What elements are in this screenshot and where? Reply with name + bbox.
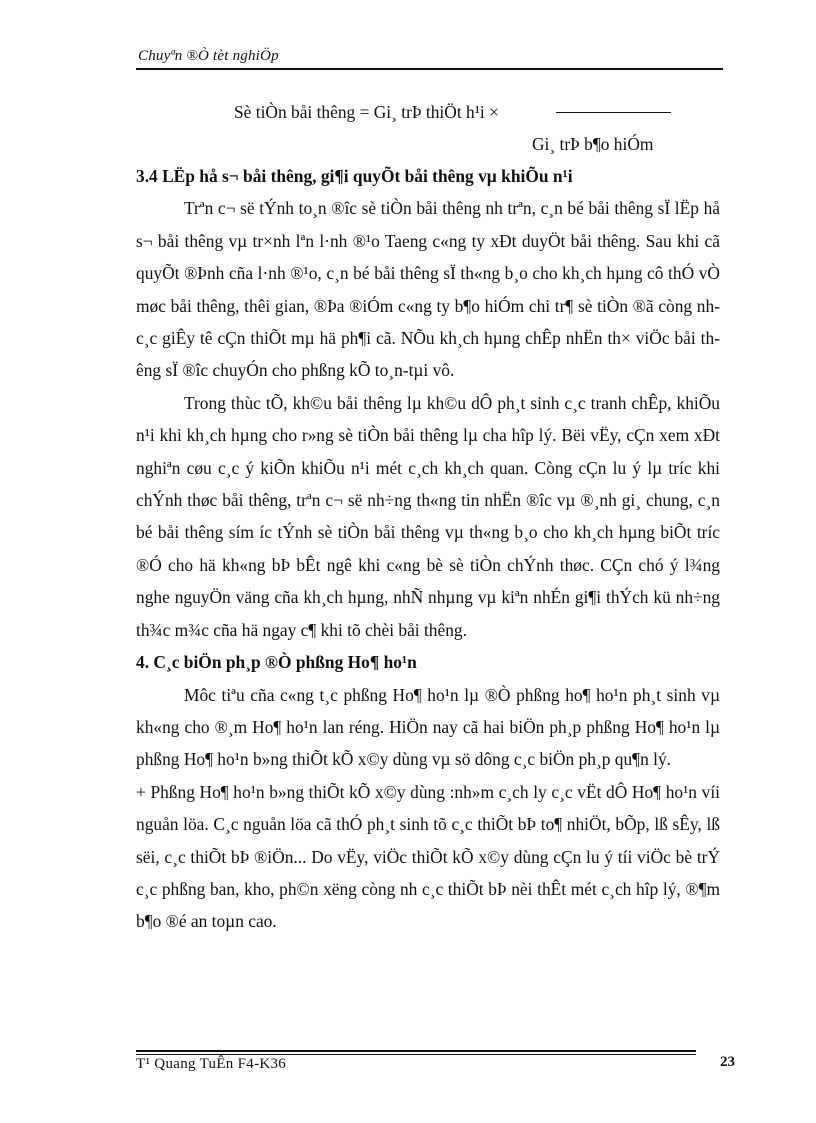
paragraph: Môc tiªu cña c«ng t¸c phßng Ho¶ ho¹n lµ ®Ò phßng ho¶ ho¹n ph¸t sinh vµ kh«ng cho ®¸m Ho¶ ho¹n lan réng. HiÖn nay cã hai biÖn ph¸p phßng Ho¶ ho¹n lµ phßng Ho¶ ho¹n b»ng thiÕt kÕ x©y dùng vµ sö dông c¸c biÖn ph¸p qu¶n lý. [136, 684, 720, 770]
section-heading-3-4: 3.4 LËp hå s¬ båi thêng, gi¶i quyÕt båi thêng vµ khiÕu n¹i [136, 166, 573, 186]
header-title: Chuyªn ®Ò tèt nghiÖp [138, 48, 279, 64]
section-heading-4: 4. C¸c biÖn ph¸p ®Ò phßng Ho¶ ho¹n [136, 652, 417, 673]
header-rule [136, 68, 723, 70]
footer-author: T¹ Quang TuÊn F4-K36 [136, 1056, 287, 1072]
formula-denominator: Gi¸ trÞ b¶o hiÓm [532, 134, 654, 154]
page-header [136, 48, 723, 65]
paragraph: Trong thùc tÕ, kh©u båi thêng lµ kh©u dÔ ph¸t sinh c¸c tranh chÊp, khiÕu n¹i khi kh¸ch hµng cho r»ng sè tiÒn båi thêng lµ cha hîp lý. Bëi vËy, cÇn xem xÐt nghiªn cøu c¸c ý kiÕn khiÕu n¹i mét c¸ch kh¸ch quan. Còng cÇn lu ý lµ tríc khi chÝnh thøc båi thêng, trªn c¬ së nh÷ng th«ng tin nhËn ®îc vµ ®¸nh gi¸ chung, c¸n bé båi thêng sím íc tÝnh sè tiÒn båi thêng vµ th«ng b¸o cho kh¸ch hµng biÕt tríc ®Ó cho hä kh«ng bÞ bÊt ngê khi c«ng bè sè tiÒn chÝnh thøc. CÇn chó ý l¾ng nghe nguyÖn väng cña kh¸ch hµng, nhÑ nhµng vµ kiªn nhÉn gi¶i thÝch kü nh÷ng th¾c m¾c cña hä ngay c¶ khi tõ chèi båi thêng. [136, 392, 720, 640]
formula-fraction-bar [556, 112, 671, 113]
page-number: 23 [720, 1054, 735, 1070]
footer-rule [136, 1050, 696, 1052]
paragraph: + Phßng Ho¶ ho¹n b»ng thiÕt kÕ x©y dùng :nh»m c¸ch ly c¸c vËt dÔ Ho¶ ho¹n víi nguån löa. C¸c nguån löa cã thÓ ph¸t sinh tõ c¸c thiÕt bÞ to¶ nhiÖt, bÕp, lß sÊy, lß sëi, c¸c thiÕt bÞ ®iÖn... Do vËy, viÖc thiÕt kÕ x©y dùng cÇn lu ý tíi viÖc bè trÝ c¸c phßng ban, kho, ph©n xëng còng nh c¸c thiÕt bÞ nèi thÊt mét c¸ch hîp lý, ®¶m b¶o ®é an toµn cao. [136, 781, 720, 932]
document-body [136, 96, 720, 938]
footer-rule-thin [136, 1054, 696, 1055]
formula-numerator-line: Sè tiÒn båi thêng = Gi¸ trÞ thiÖt h¹i × [234, 102, 499, 122]
compensation-formula [136, 96, 720, 154]
paragraph: Trªn c¬ së tÝnh to¸n ®îc sè tiÒn båi thêng nh trªn, c¸n bé båi thêng sÏ lËp hå s¬ båi thêng vµ tr×nh lªn l·nh ®¹o Taeng c«ng ty xÐt duyÖt båi thêng. Sau khi cã quyÕt ®Þnh cña l·nh ®¹o, c¸n bé båi thêng sÏ th«ng b¸o cho kh¸ch hµng cô thÓ vÒ møc båi thêng, thêi gian, ®Þa ®iÓm c«ng ty b¶o hiÓm chi tr¶ sè tiÒn ®ã còng nh c¸c giÊy tê cÇn thiÕt mµ hä ph¶i cã. NÕu kh¸ch hµng chÊp nhËn th× viÖc båi thêng sÏ ®îc chuyÓn cho phßng kÕ to¸n-tµi vô. [136, 198, 720, 381]
